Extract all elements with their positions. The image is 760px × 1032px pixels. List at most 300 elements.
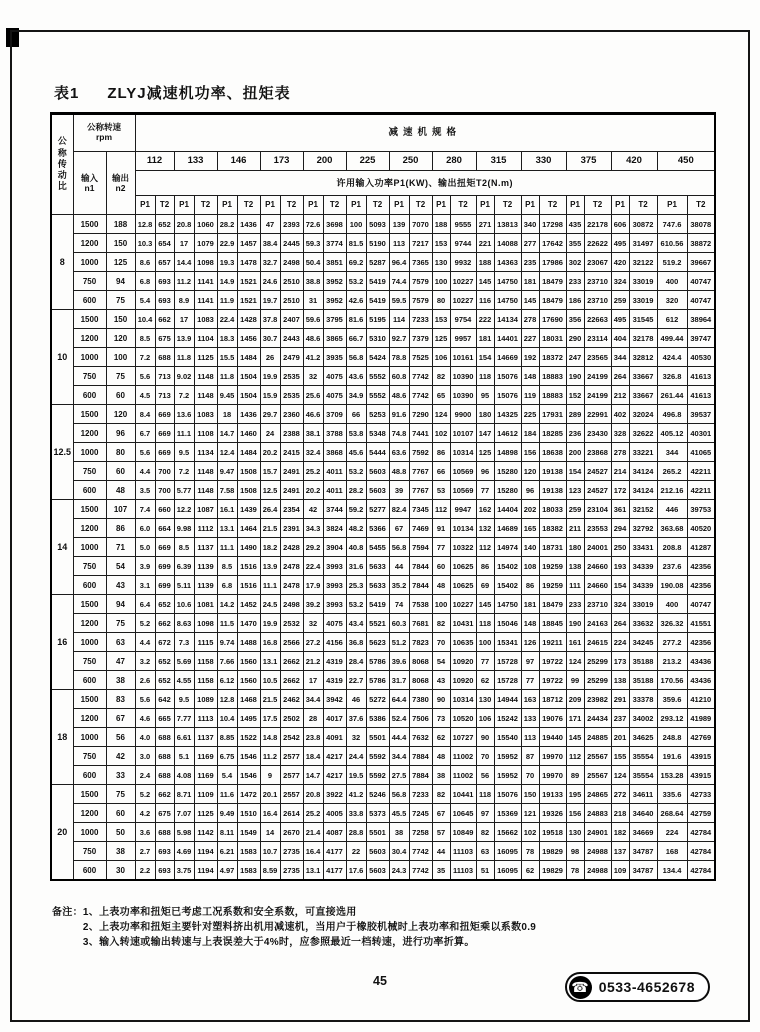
t2-value-cell: 25299 — [584, 671, 611, 690]
input-speed-cell: 750 — [73, 557, 106, 576]
table-row — [51, 538, 715, 557]
t2-value-cell: 24199 — [584, 367, 611, 386]
t2-value-cell: 699 — [155, 557, 174, 576]
p1-value-cell: 35 — [432, 861, 450, 881]
t2-value-cell: 2479 — [280, 348, 303, 367]
output-speed-cell: 100 — [106, 348, 135, 367]
t2-value-cell: 34787 — [629, 861, 657, 881]
t2-value-cell: 14750 — [494, 291, 521, 310]
t2-value-cell: 7525 — [409, 348, 432, 367]
t2-value-cell: 23430 — [584, 424, 611, 443]
t2-value-cell: 19138 — [539, 481, 566, 500]
t2-value-cell: 1495 — [237, 709, 260, 728]
t2-value-cell: 654 — [155, 234, 174, 253]
t2-value-cell: 7742 — [409, 842, 432, 861]
t2-value-cell: 25299 — [584, 652, 611, 671]
t2-value-cell: 11002 — [450, 766, 476, 785]
page-title — [54, 82, 291, 103]
p1-value-cell: 19.5 — [346, 766, 366, 785]
t2-value-cell: 1546 — [237, 747, 260, 766]
p1-header: P1 — [346, 196, 366, 215]
p1-value-cell: 60.8 — [389, 367, 409, 386]
p1-value-cell: 123 — [566, 481, 584, 500]
t2-value-cell: 5603 — [366, 842, 389, 861]
p1-value-cell: 161 — [566, 633, 584, 652]
t2-value-cell: 652 — [155, 215, 174, 234]
input-speed-cell: 1200 — [73, 424, 106, 443]
p1-value-cell: 224 — [657, 823, 687, 842]
t2-value-cell: 7469 — [409, 519, 432, 538]
p1-value-cell: 10.4 — [135, 310, 155, 329]
p1-value-cell: 291 — [611, 690, 629, 709]
p1-value-cell: 435 — [566, 215, 584, 234]
p1-value-cell: 95 — [476, 386, 494, 405]
p1-value-cell: 9.5 — [174, 690, 194, 709]
p1-value-cell: 2.2 — [135, 861, 155, 881]
t2-value-cell: 34339 — [629, 557, 657, 576]
p1-value-cell: 22.4 — [217, 310, 237, 329]
output-speed-cell: 75 — [106, 785, 135, 804]
t2-value-cell: 3993 — [323, 576, 346, 595]
output-speed-cell: 30 — [106, 861, 135, 881]
p1-value-cell: 48.2 — [346, 519, 366, 538]
p1-value-cell: 46 — [346, 690, 366, 709]
t2-value-cell: 34611 — [629, 785, 657, 804]
p1-value-cell: 87 — [521, 747, 539, 766]
t2-value-cell: 15280 — [494, 462, 521, 481]
t2-header: T2 — [629, 196, 657, 215]
output-speed-cell: 67 — [106, 709, 135, 728]
p1-value-cell: 86 — [521, 576, 539, 595]
p1-value-cell: 13.6 — [174, 405, 194, 424]
p1-value-cell: 182 — [611, 823, 629, 842]
t2-header: T2 — [366, 196, 389, 215]
p1-value-cell: 38.4 — [260, 234, 280, 253]
t2-value-cell: 700 — [155, 462, 174, 481]
table-row — [51, 823, 715, 842]
p1-value-cell: 28.2 — [346, 481, 366, 500]
t2-value-cell: 10390 — [450, 367, 476, 386]
table-row — [51, 709, 715, 728]
t2-value-cell: 10920 — [450, 652, 476, 671]
p1-value-cell: 119 — [521, 386, 539, 405]
p1-value-cell: 9 — [260, 766, 280, 785]
p1-value-cell: 77 — [476, 481, 494, 500]
p1-header: P1 — [566, 196, 584, 215]
p1-value-cell: 8.71 — [174, 785, 194, 804]
p1-value-cell: 18.4 — [303, 747, 323, 766]
t2-value-cell: 5786 — [366, 652, 389, 671]
p1-value-cell: 12.8 — [217, 690, 237, 709]
t2-value-cell: 15728 — [494, 652, 521, 671]
p1-value-cell: 289 — [566, 405, 584, 424]
p1-value-cell: 8.5 — [135, 329, 155, 348]
p1-value-cell: 99 — [566, 671, 584, 690]
p1-value-cell: 90 — [432, 690, 450, 709]
t2-header: T2 — [155, 196, 174, 215]
t2-value-cell: 1112 — [194, 519, 217, 538]
p1-value-cell: 34.4 — [303, 690, 323, 709]
t2-value-cell: 3709 — [323, 405, 346, 424]
t2-value-cell: 3942 — [323, 690, 346, 709]
p1-value-cell: 2.4 — [135, 766, 155, 785]
t2-value-cell: 5603 — [366, 462, 389, 481]
p1-value-cell: 290 — [566, 329, 584, 348]
t2-value-cell: 10569 — [450, 481, 476, 500]
p1-value-cell: 3.1 — [135, 576, 155, 595]
p1-value-cell: 293.12 — [657, 709, 687, 728]
p1-value-cell: 20.1 — [260, 785, 280, 804]
table-row — [51, 367, 715, 386]
p1-value-cell: 82 — [432, 367, 450, 386]
t2-value-cell: 15952 — [494, 747, 521, 766]
p1-value-cell: 73 — [432, 709, 450, 728]
t2-value-cell: 34787 — [629, 842, 657, 861]
t2-value-cell: 19722 — [539, 652, 566, 671]
table-row — [51, 519, 715, 538]
p1-value-cell: 39.6 — [389, 652, 409, 671]
output-speed-cell: 80 — [106, 443, 135, 462]
input-speed-cell: 1500 — [73, 595, 106, 614]
p1-value-cell: 25.6 — [303, 386, 323, 405]
t2-value-cell: 688 — [155, 348, 174, 367]
t2-value-cell: 1428 — [237, 310, 260, 329]
p1-value-cell: 21.2 — [303, 652, 323, 671]
p1-value-cell: 5.11 — [174, 576, 194, 595]
t2-value-cell: 3952 — [323, 272, 346, 291]
t2-value-cell: 23710 — [584, 595, 611, 614]
t2-value-cell: 1522 — [237, 728, 260, 747]
t2-value-cell: 8068 — [409, 671, 432, 690]
t2-value-cell: 5419 — [366, 595, 389, 614]
t2-value-cell: 33667 — [629, 367, 657, 386]
p1-value-cell: 17.5 — [260, 709, 280, 728]
t2-value-cell: 31497 — [629, 234, 657, 253]
p1-value-cell: 2.6 — [135, 671, 155, 690]
t2-value-cell: 3744 — [323, 500, 346, 519]
p1-value-cell: 138 — [566, 557, 584, 576]
t2-value-cell: 693 — [155, 861, 174, 881]
t2-value-cell: 35554 — [629, 747, 657, 766]
p1-value-cell: 30.7 — [260, 329, 280, 348]
p1-value-cell: 4.55 — [174, 671, 194, 690]
t2-value-cell: 5552 — [366, 367, 389, 386]
t2-value-cell: 38872 — [687, 234, 715, 253]
p1-value-cell: 69 — [476, 576, 494, 595]
p1-value-cell: 14 — [260, 823, 280, 842]
p1-value-cell: 59.6 — [303, 310, 323, 329]
input-speed-cell: 1500 — [73, 310, 106, 329]
p1-value-cell: 120 — [521, 462, 539, 481]
p1-value-cell: 162 — [476, 500, 494, 519]
p1-value-cell: 168 — [657, 842, 687, 861]
t2-value-cell: 24527 — [584, 481, 611, 500]
t2-value-cell: 18372 — [539, 348, 566, 367]
input-speed-cell: 600 — [73, 291, 106, 310]
t2-value-cell: 40747 — [687, 291, 715, 310]
t2-value-cell: 24901 — [584, 823, 611, 842]
p1-header: P1 — [389, 196, 409, 215]
t2-value-cell: 3935 — [323, 348, 346, 367]
t2-value-cell: 1460 — [237, 424, 260, 443]
t2-value-cell: 19133 — [539, 785, 566, 804]
p1-value-cell: 20.2 — [260, 443, 280, 462]
t2-value-cell: 1141 — [194, 272, 217, 291]
t2-value-cell: 10441 — [450, 785, 476, 804]
p1-value-cell: 8.4 — [135, 405, 155, 424]
t2-value-cell: 15952 — [494, 766, 521, 785]
p1-value-cell: 328 — [611, 424, 629, 443]
t2-value-cell: 1158 — [194, 671, 217, 690]
t2-value-cell: 3698 — [323, 215, 346, 234]
t2-value-cell: 7884 — [409, 747, 432, 766]
p1-value-cell: 91 — [432, 519, 450, 538]
p1-value-cell: 145 — [476, 595, 494, 614]
t2-value-cell: 675 — [155, 329, 174, 348]
p1-value-cell: 82.4 — [389, 500, 409, 519]
ratio-value-cell: 20 — [51, 785, 73, 881]
table-row — [51, 310, 715, 329]
p1-value-cell: 50.4 — [303, 253, 323, 272]
table-row — [51, 348, 715, 367]
p1-value-cell: 12.8 — [135, 215, 155, 234]
p1-value-cell: 69.2 — [346, 253, 366, 272]
t2-value-cell: 2502 — [280, 709, 303, 728]
p1-value-cell: 278 — [521, 310, 539, 329]
t2-value-cell: 34669 — [629, 823, 657, 842]
p1-value-cell: 33.8 — [346, 804, 366, 823]
t2-value-cell: 34339 — [629, 576, 657, 595]
t2-value-cell: 5444 — [366, 443, 389, 462]
t2-value-cell: 1508 — [237, 462, 260, 481]
t2-value-cell: 693 — [155, 291, 174, 310]
p1-value-cell: 19.3 — [217, 253, 237, 272]
p1-header: P1 — [135, 196, 155, 215]
table-row — [51, 595, 715, 614]
p1-value-cell: 184 — [521, 424, 539, 443]
t2-value-cell: 5348 — [366, 424, 389, 443]
t2-value-cell: 1560 — [237, 652, 260, 671]
t2-value-cell: 11103 — [450, 842, 476, 861]
t2-value-cell: 1060 — [194, 215, 217, 234]
p1-value-cell: 344 — [611, 348, 629, 367]
p1-value-cell: 191.6 — [657, 747, 687, 766]
t2-value-cell: 1504 — [237, 367, 260, 386]
t2-value-cell: 19138 — [539, 462, 566, 481]
p1-value-cell: 7.4 — [135, 500, 155, 519]
p1-value-cell: 28.8 — [346, 823, 366, 842]
table-row — [51, 785, 715, 804]
t2-value-cell: 5623 — [366, 633, 389, 652]
t2-value-cell: 3993 — [323, 595, 346, 614]
input-speed-cell: 600 — [73, 481, 106, 500]
p1-value-cell: 32 — [303, 367, 323, 386]
p1-value-cell: 165 — [521, 519, 539, 538]
spec-size-header: 146 — [217, 152, 260, 171]
t2-value-cell: 5195 — [366, 310, 389, 329]
t2-value-cell: 42784 — [687, 823, 715, 842]
t2-value-cell: 7365 — [409, 253, 432, 272]
p1-value-cell: 145 — [566, 728, 584, 747]
t2-value-cell: 688 — [155, 747, 174, 766]
table-row — [51, 386, 715, 405]
t2-value-cell: 688 — [155, 728, 174, 747]
p1-value-cell: 24.4 — [346, 747, 366, 766]
p1-value-cell: 154 — [566, 462, 584, 481]
t2-value-cell: 1488 — [237, 633, 260, 652]
power-torque-table — [50, 112, 716, 881]
p1-value-cell: 7.2 — [174, 462, 194, 481]
t2-value-cell: 4091 — [323, 728, 346, 747]
p1-value-cell: 6.4 — [135, 595, 155, 614]
p1-value-cell: 31.7 — [389, 671, 409, 690]
p1-value-cell: 5.6 — [135, 690, 155, 709]
t2-value-cell: 14404 — [494, 500, 521, 519]
p1-value-cell: 236 — [566, 424, 584, 443]
p1-value-cell: 22.9 — [217, 234, 237, 253]
t2-value-cell: 2478 — [280, 576, 303, 595]
p1-value-cell: 8.59 — [260, 861, 280, 881]
p1-value-cell: 272 — [611, 785, 629, 804]
t2-value-cell: 7233 — [409, 310, 432, 329]
p1-value-cell: 89 — [566, 766, 584, 785]
t2-value-cell: 657 — [155, 253, 174, 272]
t2-header: T2 — [409, 196, 432, 215]
p1-value-cell: 145 — [476, 272, 494, 291]
t2-value-cell: 713 — [155, 386, 174, 405]
p1-value-cell: 180 — [566, 538, 584, 557]
input-speed-cell: 600 — [73, 671, 106, 690]
t2-value-cell: 1439 — [237, 500, 260, 519]
p1-value-cell: 41.2 — [303, 348, 323, 367]
p1-value-cell: 53.2 — [346, 272, 366, 291]
p1-value-cell: 264 — [611, 614, 629, 633]
p1-value-cell: 324 — [611, 595, 629, 614]
p1-value-cell: 5.4 — [135, 291, 155, 310]
spec-size-header: 315 — [476, 152, 521, 171]
p1-value-cell: 74.4 — [389, 272, 409, 291]
p1-value-cell: 268.64 — [657, 804, 687, 823]
p1-value-cell: 277 — [521, 234, 539, 253]
p1-value-cell: 26 — [260, 348, 280, 367]
t2-value-cell: 7884 — [409, 766, 432, 785]
p1-value-cell: 74 — [389, 595, 409, 614]
p1-value-cell: 5.2 — [135, 785, 155, 804]
p1-value-cell: 8.63 — [174, 614, 194, 633]
t2-value-cell: 7579 — [409, 291, 432, 310]
p1-value-cell: 610.56 — [657, 234, 687, 253]
p1-value-cell: 181 — [521, 595, 539, 614]
p1-value-cell: 24 — [260, 424, 280, 443]
p1-value-cell: 19.7 — [260, 291, 280, 310]
p1-value-cell: 2.7 — [135, 842, 155, 861]
t2-value-cell: 19259 — [539, 557, 566, 576]
ratio-value-cell: 14 — [51, 500, 73, 595]
p1-value-cell: 320 — [657, 291, 687, 310]
p1-value-cell: 13.1 — [217, 519, 237, 538]
input-speed-cell: 750 — [73, 842, 106, 861]
t2-value-cell: 665 — [155, 709, 174, 728]
output-speed-cell: 48 — [106, 481, 135, 500]
p1-value-cell: 25.2 — [303, 462, 323, 481]
p1-value-cell: 53.2 — [346, 595, 366, 614]
t2-value-cell: 2532 — [280, 614, 303, 633]
t2-value-cell: 42784 — [687, 861, 715, 881]
p1-value-cell: 208.8 — [657, 538, 687, 557]
t2-value-cell: 10645 — [450, 804, 476, 823]
p1-value-cell: 14.7 — [217, 424, 237, 443]
t2-value-cell: 42356 — [687, 576, 715, 595]
t2-value-cell: 2535 — [280, 386, 303, 405]
p1-value-cell: 42.6 — [346, 291, 366, 310]
input-speed-cell: 1200 — [73, 804, 106, 823]
t2-value-cell: 7767 — [409, 481, 432, 500]
t2-value-cell: 1098 — [194, 614, 217, 633]
p1-value-cell: 82 — [476, 823, 494, 842]
t2-value-cell: 10227 — [450, 291, 476, 310]
notes-block — [52, 905, 536, 950]
t2-value-cell: 23565 — [584, 348, 611, 367]
p1-value-cell: 97 — [521, 652, 539, 671]
t2-value-cell: 24001 — [584, 538, 611, 557]
t2-value-cell: 10314 — [450, 443, 476, 462]
t2-value-cell: 4011 — [323, 481, 346, 500]
t2-value-cell: 7632 — [409, 728, 432, 747]
t2-value-cell: 669 — [155, 443, 174, 462]
t2-value-cell: 669 — [155, 424, 174, 443]
p1-value-cell: 112 — [432, 500, 450, 519]
p1-value-cell: 111 — [566, 576, 584, 595]
p1-value-cell: 32.7 — [260, 253, 280, 272]
notes-label: 备注： — [52, 907, 83, 918]
table-number-label: 表1 — [54, 85, 80, 102]
p1-value-cell: 27.2 — [303, 633, 323, 652]
t2-value-cell: 688 — [155, 766, 174, 785]
p1-value-cell: 201 — [611, 728, 629, 747]
table-row — [51, 728, 715, 747]
p1-value-cell: 32 — [303, 614, 323, 633]
t2-value-cell: 22622 — [584, 234, 611, 253]
p1-value-cell: 22.4 — [303, 557, 323, 576]
t2-value-cell: 693 — [155, 272, 174, 291]
p1-value-cell: 6.8 — [217, 576, 237, 595]
p1-value-cell: 97 — [476, 804, 494, 823]
telephone-icon: ☎ — [569, 976, 592, 999]
input-speed-cell: 600 — [73, 861, 106, 881]
p1-value-cell: 171 — [566, 709, 584, 728]
p1-value-cell: 4.4 — [135, 462, 155, 481]
output-speed-cell: 125 — [106, 253, 135, 272]
p1-value-cell: 8.11 — [217, 823, 237, 842]
p1-value-cell: 3.0 — [135, 747, 155, 766]
input-speed-cell: 600 — [73, 766, 106, 785]
p1-value-cell: 64.4 — [389, 690, 409, 709]
t2-value-cell: 699 — [155, 576, 174, 595]
p1-header: P1 — [260, 196, 280, 215]
p1-value-cell: 15.5 — [217, 348, 237, 367]
p1-value-cell: 156 — [566, 804, 584, 823]
p1-value-cell: 51 — [476, 861, 494, 881]
p1-value-cell: 20.8 — [174, 215, 194, 234]
t2-value-cell: 41287 — [687, 538, 715, 557]
t2-value-cell: 662 — [155, 785, 174, 804]
p1-value-cell: 96.4 — [389, 253, 409, 272]
input-speed-cell: 1000 — [73, 253, 106, 272]
p1-value-cell: 137 — [611, 842, 629, 861]
p1-value-cell: 91.6 — [389, 405, 409, 424]
p1-value-cell: 190.08 — [657, 576, 687, 595]
t2-value-cell: 9932 — [450, 253, 476, 272]
